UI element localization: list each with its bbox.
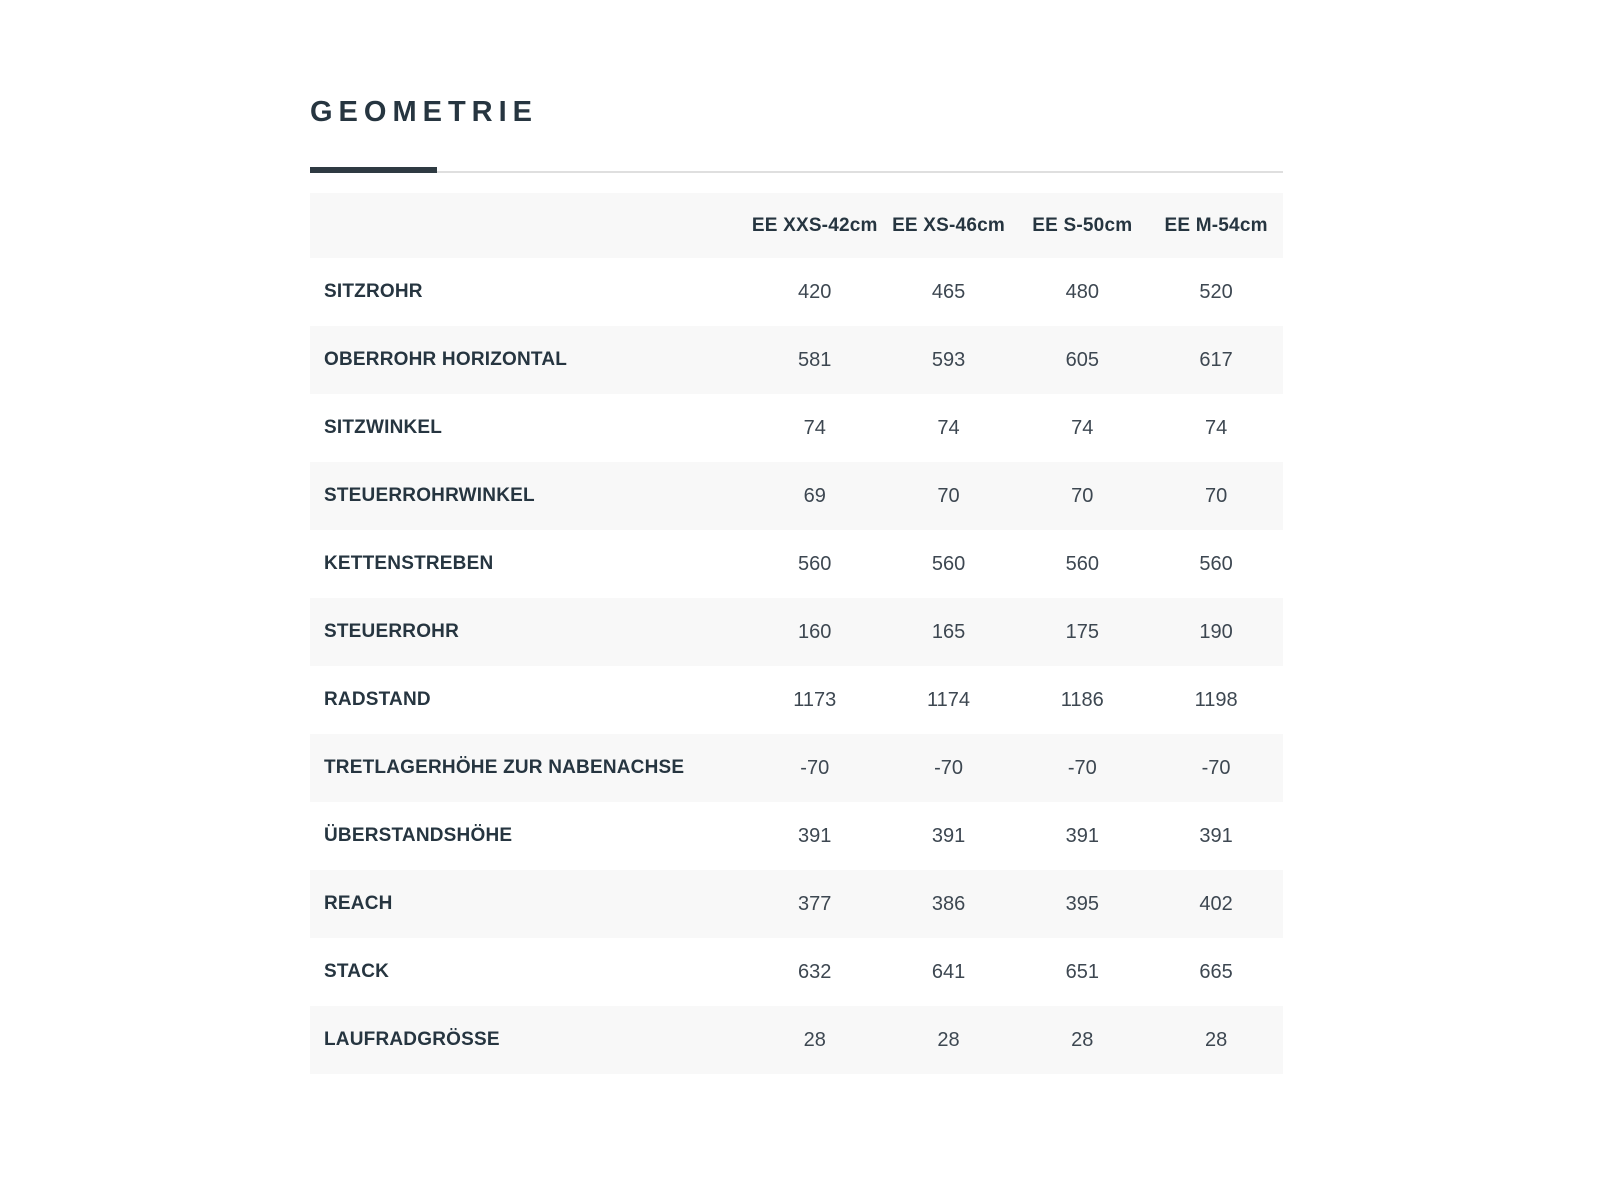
column-header-m: EE M-54cm (1164, 214, 1268, 236)
header-spacer-cell (310, 193, 748, 258)
cell-value: 641 (931, 960, 966, 983)
cell-value: 391 (931, 824, 966, 847)
cell-value: -70 (1201, 756, 1231, 779)
cell-value: 70 (1204, 484, 1228, 507)
cell-value: 605 (1065, 348, 1099, 371)
cell-value: 28 (1204, 1028, 1228, 1051)
row-label: STEUERROHRWINKEL (324, 485, 535, 506)
cell-value: 70 (937, 484, 960, 507)
cell-value: 593 (931, 348, 966, 371)
cell-value: 28 (803, 1028, 826, 1051)
cell-value: 632 (798, 960, 832, 983)
cell-value: 74 (1204, 416, 1228, 439)
cell-value: 377 (798, 892, 832, 915)
title-underline (310, 167, 1283, 173)
table-row-oberrohr-horizontal (310, 326, 1283, 394)
cell-value: 520 (1199, 280, 1233, 303)
table-row-radstand (310, 666, 1283, 734)
row-label: REACH (324, 893, 393, 914)
table-row-sitzrohr (310, 258, 1283, 326)
cell-value: 74 (803, 416, 826, 439)
table-row-stack (310, 938, 1283, 1006)
cell-value: 190 (1199, 620, 1233, 643)
column-header-xxs: EE XXS-42cm (751, 214, 878, 236)
cell-value: 391 (1065, 824, 1099, 847)
cell-value: 160 (798, 620, 832, 643)
cell-value: 175 (1065, 620, 1099, 643)
row-label: OBERROHR HORIZONTAL (324, 349, 568, 370)
cell-value: -70 (934, 756, 963, 779)
cell-value: -70 (800, 756, 830, 779)
table-row-steuerrohrwinkel (310, 462, 1283, 530)
cell-value: 465 (931, 280, 966, 303)
table-header-row (310, 193, 1283, 258)
table-row-reach (310, 870, 1283, 938)
cell-value: 1173 (793, 688, 837, 711)
cell-value: 395 (1065, 892, 1099, 915)
title-underline-accent (310, 167, 437, 173)
row-label: SITZWINKEL (324, 417, 443, 438)
cell-value: 1198 (1194, 688, 1238, 711)
cell-value: -70 (1067, 756, 1097, 779)
cell-value: 391 (1199, 824, 1233, 847)
geometry-table (310, 193, 1283, 1074)
table-row-ueberstandshoehe (310, 802, 1283, 870)
cell-value: 386 (931, 892, 966, 915)
cell-value: 74 (937, 416, 960, 439)
cell-value: 560 (1199, 552, 1233, 575)
column-header-s: EE S-50cm (1032, 214, 1133, 236)
row-label: SITZROHR (324, 281, 423, 302)
cell-value: 74 (1071, 416, 1094, 439)
row-label: STACK (324, 961, 390, 982)
cell-value: 391 (798, 824, 832, 847)
row-label: STEUERROHR (324, 621, 460, 642)
cell-value: 1186 (1060, 688, 1104, 711)
cell-value: 28 (1071, 1028, 1094, 1051)
table-row-laufradgroesse (310, 1006, 1283, 1074)
cell-value: 581 (798, 348, 832, 371)
page-title: GEOMETRIE (310, 96, 539, 128)
row-label: TRETLAGERHÖHE ZUR NABENACHSE (324, 757, 685, 778)
cell-value: 560 (798, 552, 832, 575)
column-header-xs: EE XS-46cm (892, 214, 1005, 236)
title-underline-track (310, 171, 1283, 173)
cell-value: 70 (1071, 484, 1094, 507)
cell-value: 617 (1199, 348, 1233, 371)
cell-value: 560 (1065, 552, 1099, 575)
table-row-steuerrohr (310, 598, 1283, 666)
cell-value: 165 (931, 620, 966, 643)
cell-value: 402 (1199, 892, 1233, 915)
cell-value: 665 (1199, 960, 1233, 983)
row-label: RADSTAND (324, 689, 431, 710)
cell-value: 1174 (927, 688, 971, 711)
table-row-kettenstreben (310, 530, 1283, 598)
cell-value: 420 (798, 280, 832, 303)
row-label: LAUFRADGRÖSSE (324, 1029, 500, 1050)
table-row-sitzwinkel (310, 394, 1283, 462)
row-label: KETTENSTREBEN (324, 553, 494, 574)
cell-value: 480 (1065, 280, 1099, 303)
table-row-tretlagerhoehe (310, 734, 1283, 802)
cell-value: 651 (1065, 960, 1099, 983)
cell-value: 28 (937, 1028, 960, 1051)
cell-value: 560 (931, 552, 966, 575)
cell-value: 69 (803, 484, 826, 507)
row-label: ÜBERSTANDSHÖHE (324, 825, 513, 846)
geometry-section (310, 98, 1283, 1074)
